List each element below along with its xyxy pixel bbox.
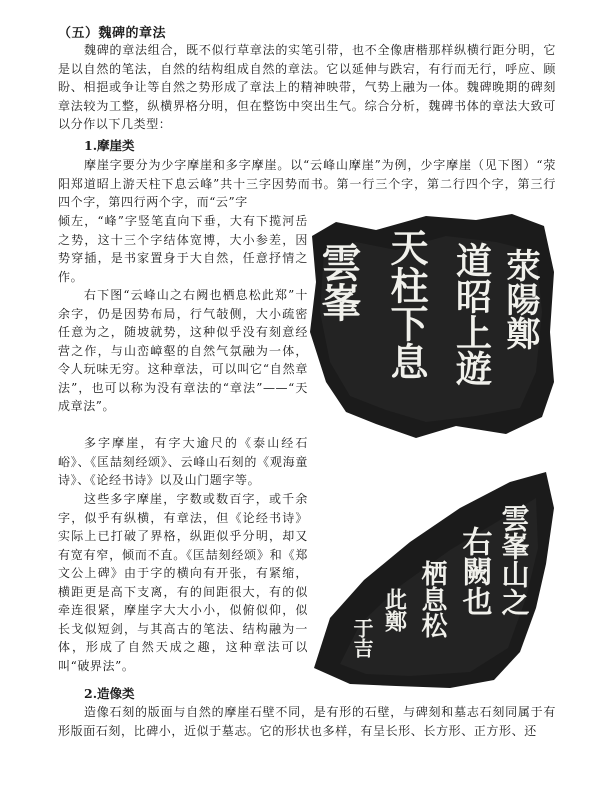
rubbing-2-col-3: 栖息松 <box>417 560 447 638</box>
moya-paragraph-3: 多字摩崖，有字大逾尺的《泰山经石峪》、《匡喆刻经颂》、云峰山石刻的《观海童诗》、《论经书诗》以及山门题字等。 <box>58 436 308 487</box>
zaoxiang-paragraph: 造像石刻的版面与自然的摩崖石壁不同，是有形的石壁，与碑刻和墓志石刻同属于有形版面石刻，比碑小，近似于墓志。它的形状也多样，有呈长形、长方形、正方形、还 <box>58 705 556 738</box>
rubbing-image-1 <box>306 212 558 442</box>
subsection-title-zaoxiang: 2.造像类 <box>84 686 135 701</box>
rubbing-1-col-1: 荥陽鄭 <box>500 248 540 350</box>
rubbing-2-col-1: 雲峯山之 <box>497 504 531 616</box>
section-title: （五）魏碑的章法 <box>58 26 167 41</box>
moya-paragraph-1-continued: 倾左，“峰”字竖笔直向下垂，大有下揽河岳之势，这十三个字结体宽博，大小参差，因势穿插，是书家置身于大自然，任意抒情之作。 <box>58 214 308 284</box>
moya-paragraph-1: 摩崖字要分为少字摩崖和多字摩崖。以“云峰山摩崖”为例，少字摩崖（见下图）“荥阳郑道昭上游天柱下息云峰”共十三字因势而书。第一行三个字，第二行四个字，第三行四个字，第四行两个字，而“云”字 <box>58 158 556 209</box>
rubbing-2-col-2: 右闕也 <box>456 526 492 616</box>
rubbing-1-col-2: 道昭上遊 <box>450 242 492 386</box>
moya-paragraph-4: 这些多字摩崖，字数或数百字，或千余字，似乎有纵横，有章法，但《论经书诗》实际上已打破了界格，纵距似乎分明，却又有宽有窄，倾而不直。《匡喆刻经颂》和《郑文公上碑》由于字的横向有开张，有紧缩，横距更是高下支离，有的间距很大，有的似牵连很紧，摩崖字大大小小，似俯似仰，似长戈似短剑，与其高古的笔法、结构融为一体，形成了自然天成之趣，这种章法可以叫“破界法”。 <box>58 492 308 673</box>
moya-paragraph-2: 右下图“云峰山之右阙也栖息松此郑”十余字，仍是因势布局，行气敧侧，大小疏密任意为之，随坡就势，这种似乎没有刻意经营之作，与山峦嶂壑的自然气氛融为一体，令人玩味无穷。这种章法，可以叫它“自然章法”，也可以称为没有章法的“章法”——“天成章法”。 <box>58 288 308 413</box>
rubbing-1-col-3: 天柱下息 <box>384 228 428 380</box>
rubbing-image-2 <box>300 468 558 690</box>
rubbing-2-col-4: 此鄭 <box>381 588 407 632</box>
intro-paragraph: 魏碑的章法组合，既不似行草章法的实笔引带，也不全像唐楷那样纵横行距分明，它是以自然的笔法，自然的结构组成自然的章法。它以延伸与跌宕，有行而无行，呼应、顾盼、相挹或争让等自然之势形成了章法上的精神映带，气势上融为一体。魏碑晚期的碑刻章法较为工整，纵横界格分明，但在整饬中突出生气。综合分析，魏碑书体的章法大致可以分作以下几类型： <box>58 43 556 131</box>
subsection-title-moya: 1.摩崖类 <box>84 138 135 153</box>
rubbing-2-col-5: 于吉 <box>350 618 374 658</box>
rubbing-1-col-4: 雲峯 <box>315 242 361 322</box>
